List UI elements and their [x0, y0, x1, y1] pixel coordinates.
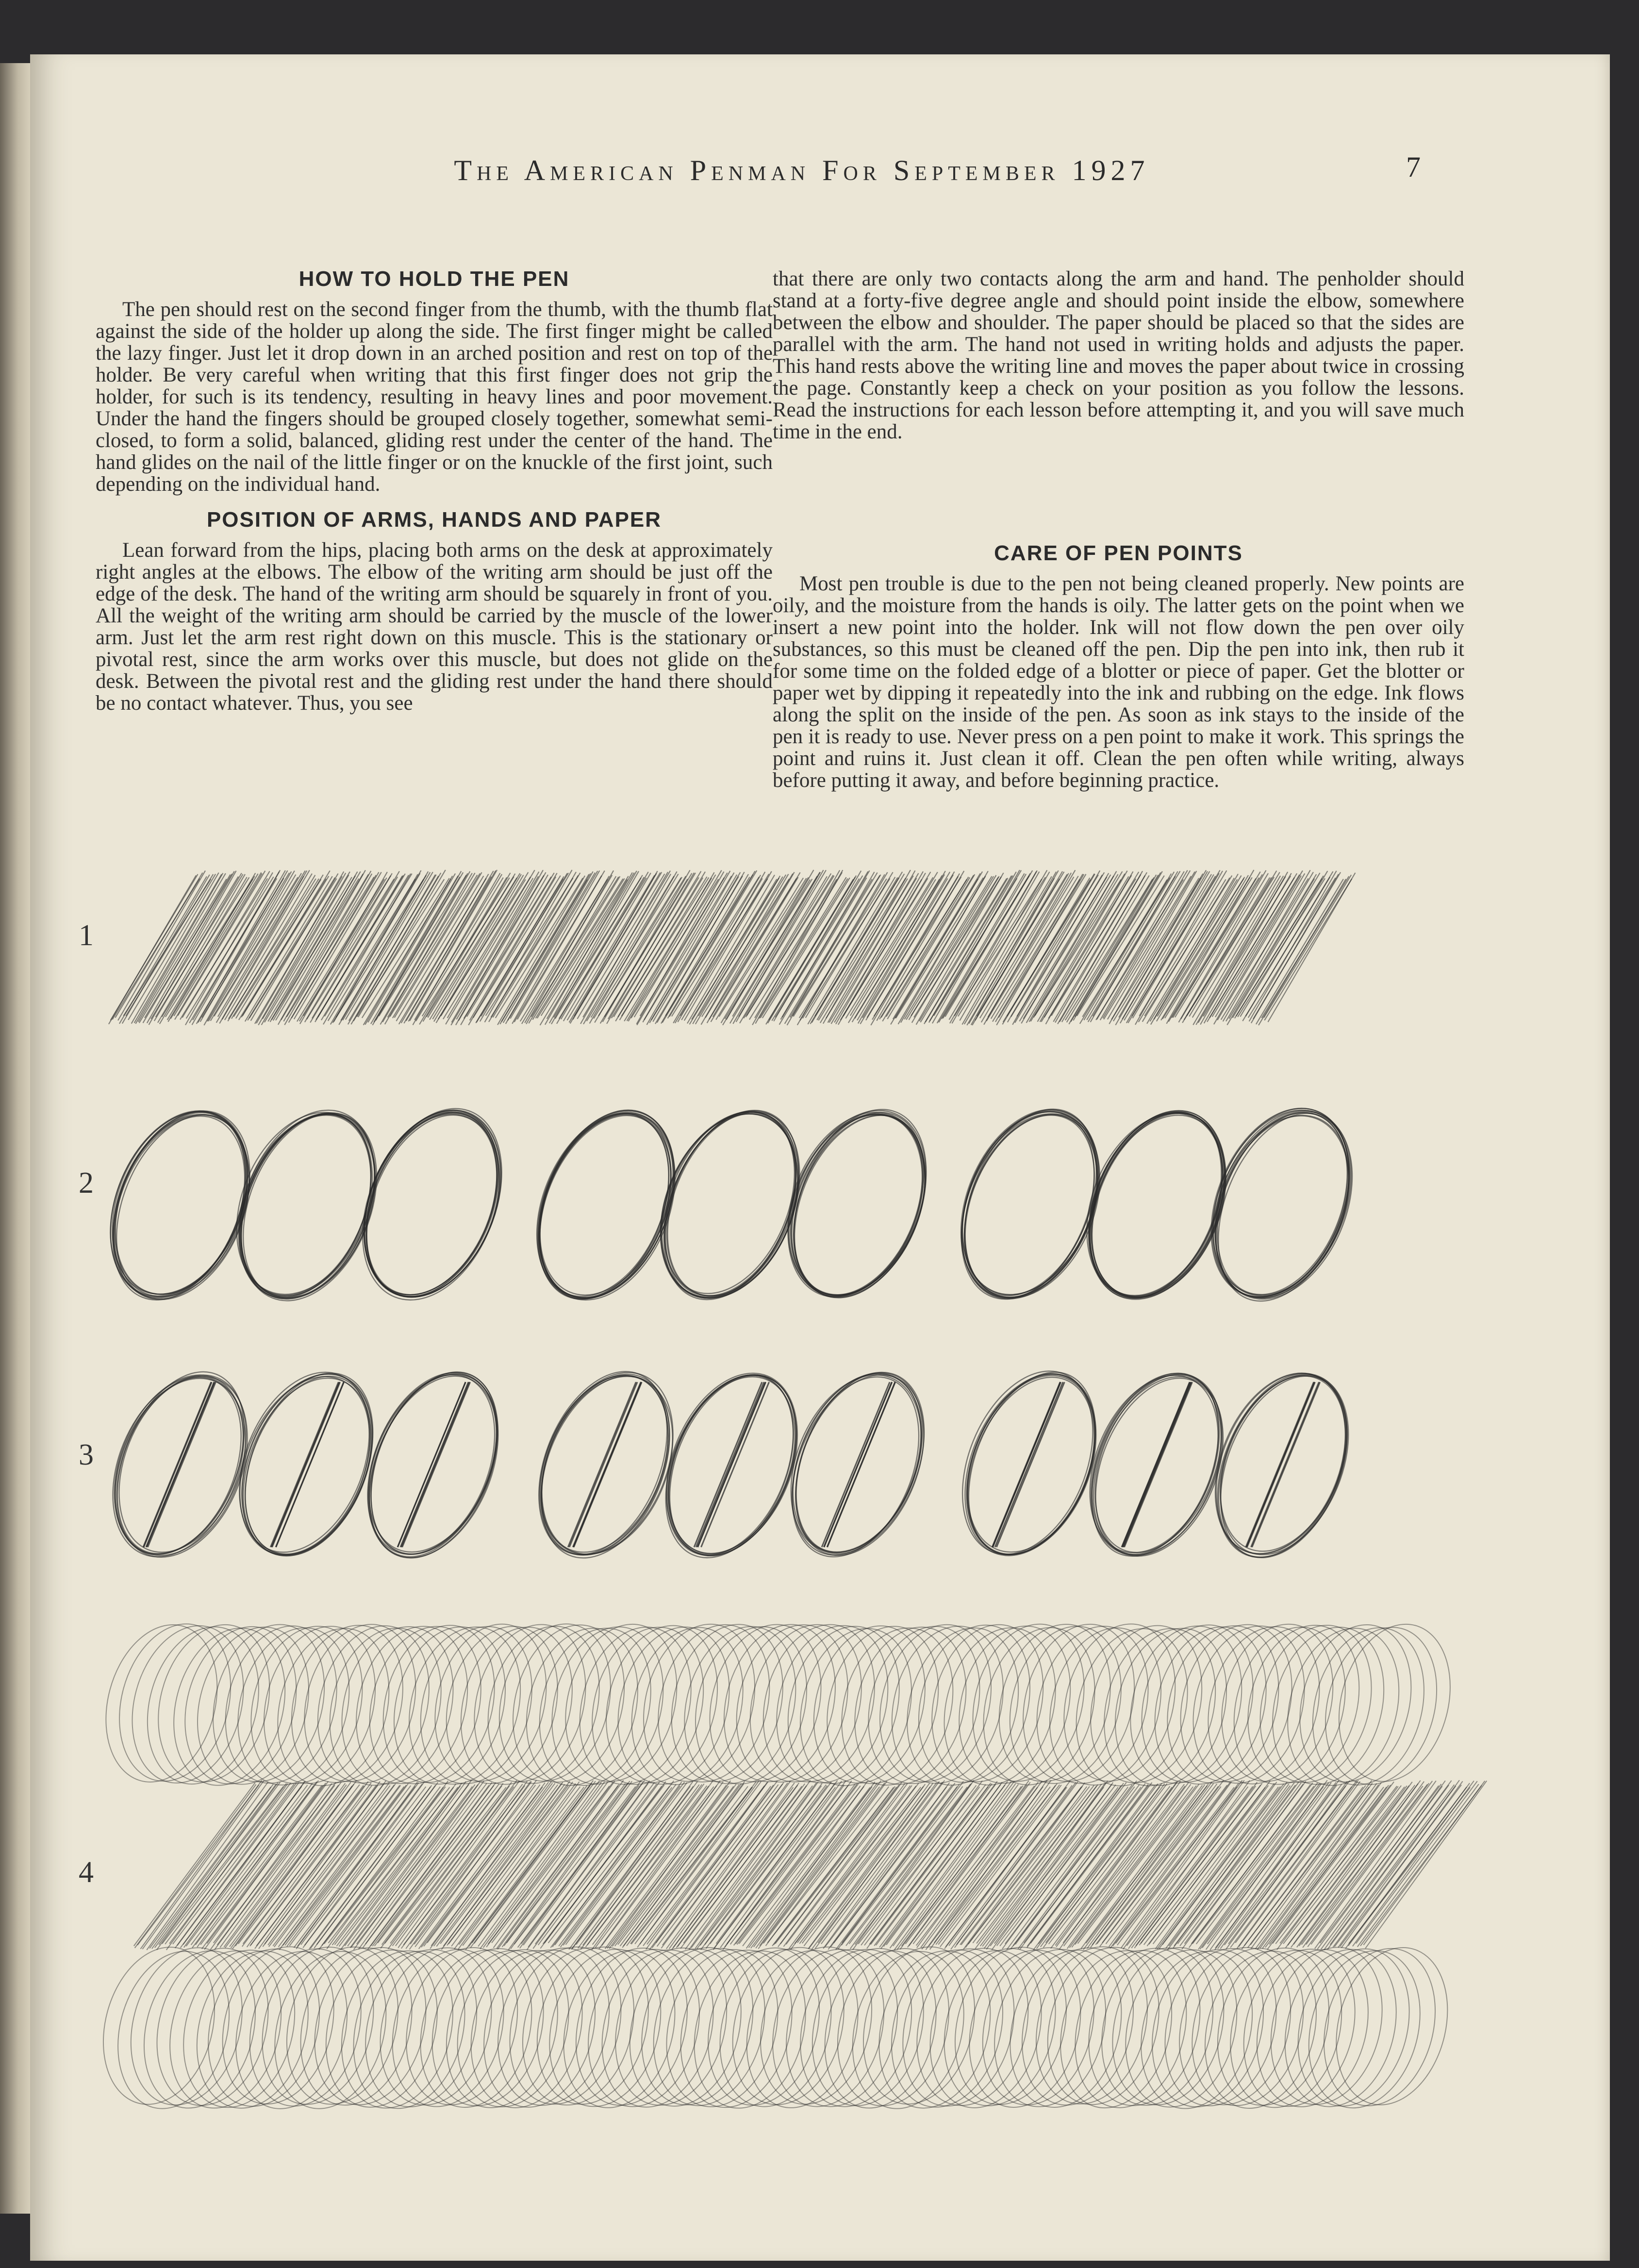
- heading-hold-pen: HOW TO HOLD THE PEN: [298, 267, 570, 291]
- drill-1-slant-strokes: [109, 870, 1355, 1025]
- page-number: 7: [1406, 151, 1421, 183]
- drill-2-ovals: [84, 1088, 1378, 1321]
- magazine-page: [30, 54, 1610, 2261]
- running-head: The American Penman For September 1927: [454, 154, 1150, 186]
- drill-label-3: 3: [79, 1438, 94, 1471]
- drill-label-4: 4: [79, 1856, 94, 1889]
- drill-4-combined-exercise: [87, 1611, 1487, 2121]
- drill-illustration: [74, 850, 1530, 2161]
- right-column-care: [773, 542, 1464, 791]
- paragraph-hold-pen: The pen should rest on the second finger from the thumb, with the thumb flat against the side of the holder up along the side. The first finger might be called the lazy finger. Just let it drop down in an arched position and rest on top of the holder. Be very careful when writing that this first finger does not grip the holder, for such is its tendency, resulting in heavy lines and poor movement. Under the hand the fingers should be grouped closely together, somewhat semi-closed, to form a solid, balanced, gliding rest under the center of the hand. The hand glides on the nail of the little finger or on the knuckle of the first joint, such depending on the individual hand.: [96, 298, 773, 496]
- penmanship-drills: [74, 850, 1530, 2161]
- drill-label-2: 2: [79, 1167, 94, 1200]
- paragraph-position-part2: that there are only two contacts along the arm and hand. The penholder should stand at a forty-five degree angle and should point inside the elbow, somewhere between the elbow and shoulder. The paper should be placed so that the sides are parallel with the arm. The hand not used in writing holds and adjusts the paper. This hand rests above the writing line and moves the paper about twice in crossing the page. Constantly keep a check on your position as you follow the lessons. Read the instructions for each lesson before attempting it, and you will save much time in the end.: [773, 267, 1464, 443]
- paragraph-position-part1: Lean forward from the hips, placing both arms on the desk at approximately right angles at the elbows. The elbow of the writing arm should be just off the edge of the desk. The hand of the writing arm should be squarely in front of you. All the weight of the writing arm should be carried by the muscle of the lower arm. Just let the arm rest right down on this muscle. This is the stationary or pivotal rest, since the arm works over this muscle, but does not glide on the desk. Between the pivotal rest and the gliding rest under the hand there should be no contact whatever. Thus, you see: [96, 539, 773, 715]
- heading-position: POSITION OF ARMS, HANDS AND PAPER: [206, 508, 662, 532]
- drill-label-1: 1: [79, 919, 94, 952]
- left-column: [96, 268, 773, 714]
- right-column-top: [773, 268, 1464, 443]
- paragraph-care: Most pen trouble is due to the pen not being cleaned properly. New points are oily, and the moisture from the hands is oily. The latter gets on the point when we insert a new point into the holder. Ink will not flow down the pen over oily substances, so this must be cleaned off the pen. Dip the pen into ink, then rub it for some time on the folded edge of a blotter or piece of paper. Get the blotter or paper wet by dipping it repeatedly into the ink and rubbing on the edge. Ink flows along the split on the inside of the pen. As soon as ink stays to the inside of the pen it is ready to use. Never press on a pen point to make it work. This springs the point and ruins it. Just clean it off. Clean the pen often while writing, always before putting it away, and before beginning practice.: [773, 572, 1464, 792]
- drill-3-ovals-with-strokes: [88, 1352, 1373, 1577]
- heading-care: CARE OF PEN POINTS: [994, 541, 1243, 565]
